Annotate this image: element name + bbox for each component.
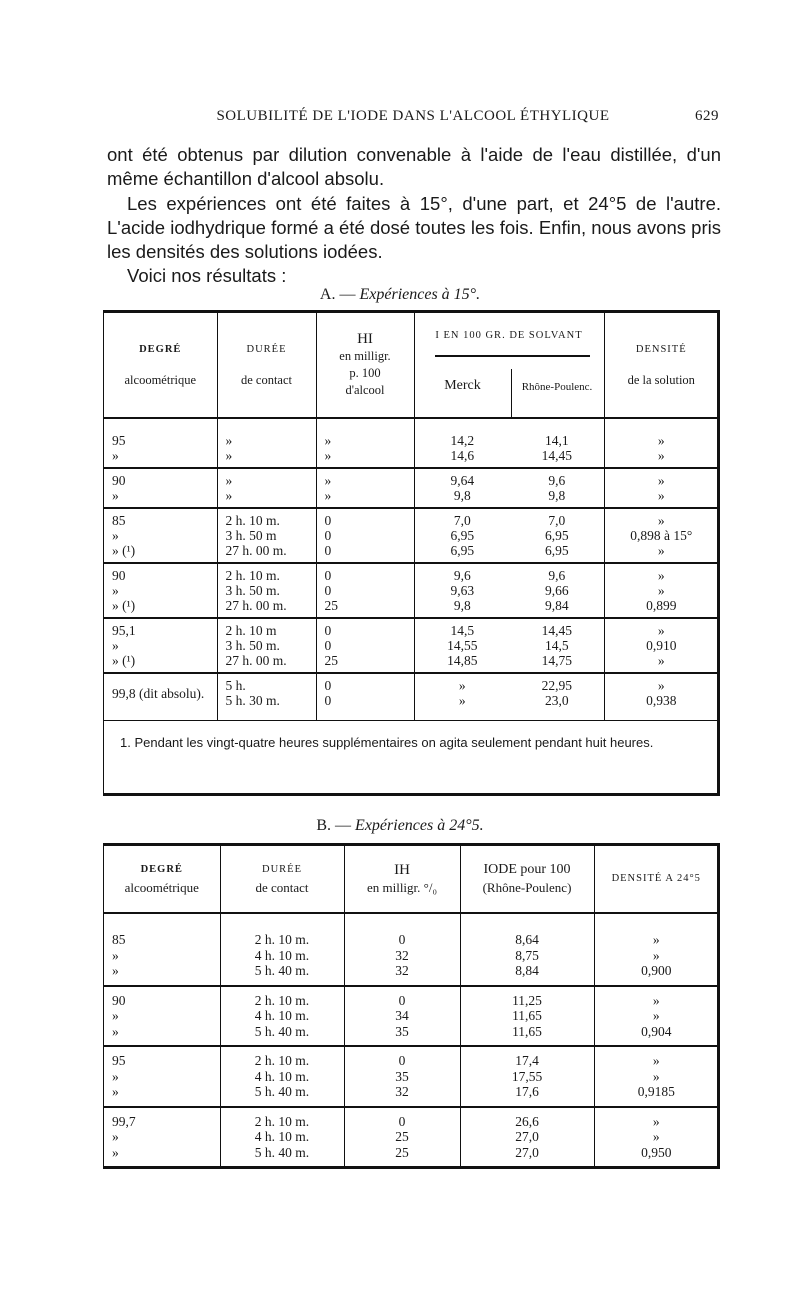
cell-line: 9,6 [453,568,471,583]
cell-iode [460,1107,594,1167]
cell-line: » [657,448,665,463]
cell-line: » [112,1068,119,1084]
cell-line: » [112,963,119,978]
cell-line: 9,6 [548,568,566,583]
cell-line: 90 [112,568,126,583]
cell-line: 6,95 [450,528,475,543]
cell-line: 11,65 [512,1023,542,1039]
cell-line: » [324,488,332,503]
cell-line: 0 [324,693,332,708]
cell-densite [594,1046,718,1107]
cell-degree [104,1107,220,1167]
cell-line: 22,95 [541,678,572,693]
cell-duree [217,418,316,468]
cell-hi [316,468,414,508]
cell-line: 90 [112,992,126,1008]
cell-degree [104,618,217,673]
cell-line: 9,8 [453,598,471,613]
cell-degree [104,418,217,468]
cell-line: 95 [112,433,126,448]
cell-line: 14,85 [447,653,478,668]
cell-line: 6,95 [450,543,475,558]
cell-hi [344,1046,460,1107]
cell-line: 14,75 [541,653,572,668]
cell-line: 14,1 [544,433,569,448]
cell-line: 3 h. 50 m. [225,583,280,598]
cell-densite [604,418,718,468]
cell-duree [217,563,316,618]
cell-merck [415,678,511,708]
header-hi: HI en milligr. p. 100 d'alcool [316,313,414,418]
running-title: SOLUBILITÉ DE L'IODE DANS L'ALCOOL ÉTHYLIQUE [216,108,610,124]
cell-line: 99,8 (dit absolu). [112,685,205,701]
cell-iode [414,673,604,721]
paragraph: Voici nos résultats : [127,265,287,287]
cell-line: 35 [395,1023,409,1039]
cell-hi [344,1107,460,1167]
header-iode: IODE pour 100 (Rhône-Poulenc) [460,846,594,913]
cell-line: 14,2 [450,433,475,448]
cell-densite [604,468,718,508]
header-degre: DEGRÉ alcoométrique [104,313,217,418]
cell-degree [104,468,217,508]
cell-merck [415,473,511,503]
cell-densite [604,563,718,618]
cell-densite [594,986,718,1047]
cell-duree [220,1107,344,1167]
table-b-body [104,913,718,1166]
cell-line: 8,84 [515,963,539,978]
table-a [103,310,720,796]
brace-line [435,355,590,360]
cell-line: 25 [324,653,338,668]
cell-line: 0 [398,992,406,1008]
header-degre: DEGRÉ alcoométrique [104,846,220,913]
cell-line: » (¹) [112,653,136,668]
cell-rhone [510,513,604,558]
cell-line: 2 h. 10 m. [254,1113,310,1129]
cell-line: 0 [398,932,406,947]
cell-line: 85 [112,932,126,947]
cell-line: 0,899 [646,598,677,613]
cell-line: » [112,1144,119,1160]
cell-line: 27 h. 00 m. [225,543,287,558]
table-row [104,1046,718,1107]
cell-line: » [652,947,660,963]
cell-iode [460,913,594,986]
cell-line: » [112,1023,119,1039]
cell-line: » [657,513,665,528]
cell-line: » [324,473,332,488]
cell-line: » [225,473,233,488]
cell-hi [344,913,460,986]
cell-line: 0 [398,1053,406,1068]
cell-hi [316,618,414,673]
cell-line: » [324,448,332,463]
cell-line: 4 h. 10 m. [254,1008,310,1023]
cell-iode [460,986,594,1047]
cell-line: 5 h. 40 m. [254,963,310,978]
cell-line: » [112,528,119,543]
table-row [104,563,718,618]
cell-line: 0,910 [646,638,677,653]
cell-line: 0 [324,528,332,543]
cell-line: 17,55 [511,1068,543,1084]
body-text [107,143,721,289]
cell-line: » [112,1129,119,1144]
header-rhone: Rhône-Poulenc. [521,381,593,393]
header-iode: I EN 100 GR. DE SOLVANT Merck Rhône-Poulenc. [414,313,604,418]
cell-line: 7,0 [548,513,566,528]
cell-line: 27 h. 00 m. [225,598,287,613]
cell-line: 0,9185 [637,1084,675,1099]
cell-line: 5 h. 30 m. [225,693,280,708]
caption-italic: Expériences à 15°. [359,286,481,303]
header-duree: DURÉE de contact [220,846,344,913]
cell-iode [414,618,604,673]
cell-line: » [112,1008,119,1023]
cell-line: 9,8 [453,488,471,503]
cell-line: » (¹) [112,598,136,613]
cell-line: » [657,623,665,638]
cell-duree [217,673,316,721]
cell-line: » [652,1068,660,1084]
cell-line: 25 [324,598,338,613]
cell-line: 11,25 [512,992,542,1008]
cell-line: 0,898 à 15° [630,528,693,543]
cell-line: » [657,433,665,448]
cell-line: 9,63 [450,583,475,598]
cell-line: » [225,433,233,448]
cell-line: » [652,1129,660,1144]
cell-line: 2 h. 10 m. [225,568,280,583]
cell-line: » [657,568,665,583]
cell-densite [594,1107,718,1167]
cell-line: 0,950 [641,1144,672,1160]
cell-iode [414,508,604,563]
cell-rhone [510,678,604,708]
cell-densite [604,673,718,721]
cell-line: 5 h. 40 m. [254,1084,310,1099]
cell-line: 85 [112,513,126,528]
cell-line: » [112,638,119,653]
cell-line: 4 h. 10 m. [254,1129,310,1144]
cell-line: » [652,1053,660,1068]
cell-line: 0 [324,543,332,558]
cell-line: » [112,583,119,598]
cell-line: 0,938 [646,693,677,708]
cell-line: » [225,448,233,463]
cell-line: 32 [395,1084,409,1099]
cell-line: 8,64 [515,932,539,947]
cell-duree [217,468,316,508]
cell-line: 32 [395,963,409,978]
cell-rhone [510,473,604,503]
cell-line: 26,6 [515,1113,539,1129]
cell-line: 0 [324,623,332,638]
cell-line: 90 [112,473,126,488]
cell-line: 9,64 [450,473,475,488]
cell-densite [604,618,718,673]
cell-line: 32 [395,947,409,963]
cell-line: » [112,1084,119,1099]
cell-merck [415,513,511,558]
cell-line: 2 h. 10 m. [254,932,310,947]
cell-line: » [112,448,119,463]
cell-hi [316,418,414,468]
cell-line: 0 [398,1113,406,1129]
header-densite: DENSITÉ de la solution [604,313,718,418]
cell-degree [104,913,220,986]
cell-densite [594,913,718,986]
cell-line: 9,84 [544,598,569,613]
header-merck: Merck [444,378,481,393]
cell-line: » [652,1113,660,1129]
cell-hi [344,986,460,1047]
cell-line: 17,4 [515,1053,539,1068]
cell-line: 27 h. 00 m. [225,653,287,668]
cell-iode [414,468,604,508]
cell-line: » [458,693,466,708]
cell-line: 0 [324,583,332,598]
caption-italic: Expériences à 24°5. [355,817,484,834]
paragraph: ont été obtenus par dilution convenable à l'aide de l'eau distillée, d'un même échantillon d'alcool absolu. [107,144,721,190]
table-row [104,418,718,468]
cell-degree [104,1046,220,1107]
cell-line: 5 h. [225,678,246,693]
cell-line: 6,95 [544,528,569,543]
cell-line: » [657,583,665,598]
cell-line: 0 [324,568,332,583]
cell-line: 5 h. 40 m. [254,1023,310,1039]
cell-line: 0 [324,513,332,528]
cell-line: » [652,932,660,947]
cell-iode [414,563,604,618]
cell-line: » [324,433,332,448]
page-number: 629 [695,108,719,124]
cell-line: 7,0 [453,513,471,528]
cell-merck [415,568,511,613]
cell-rhone [510,433,604,463]
cell-line: 5 h. 40 m. [254,1144,310,1160]
table-a-footnote: 1. Pendant les vingt-quatre heures supplémentaires on agita seulement pendant huit heures. [120,735,654,750]
cell-duree [220,986,344,1047]
cell-line: » [657,653,665,668]
cell-densite [604,508,718,563]
cell-line: 11,65 [512,1008,542,1023]
cell-line: 0 [324,678,332,693]
table-row [104,508,718,563]
cell-line: 0,900 [641,963,672,978]
cell-rhone [510,568,604,613]
cell-line: 14,6 [450,448,475,463]
cell-line: 34 [395,1008,409,1023]
cell-line: » [225,488,233,503]
cell-line: 2 h. 10 m. [254,1053,310,1068]
cell-line: 3 h. 50 m. [225,638,280,653]
cell-line: » [657,678,665,693]
table-row [104,1107,718,1167]
cell-duree [220,913,344,986]
cell-line: 25 [395,1129,409,1144]
cell-line: 4 h. 10 m. [254,947,310,963]
cell-line: » [657,543,665,558]
cell-merck [415,433,511,463]
cell-line: » [112,947,119,963]
table-row [104,986,718,1047]
cell-line: 25 [395,1144,409,1160]
header-densite: DENSITÉ A 24°5 [594,846,718,913]
cell-line: 14,45 [541,623,572,638]
table-row [104,673,718,721]
cell-line: 99,7 [112,1113,136,1129]
cell-line: 4 h. 10 m. [254,1068,310,1084]
cell-line: 23,0 [544,693,569,708]
cell-duree [220,1046,344,1107]
cell-merck [415,623,511,668]
cell-line: 95,1 [112,623,136,638]
table-b [103,843,720,1169]
cell-line: » [652,992,660,1008]
cell-line: 14,45 [541,448,572,463]
cell-degree [104,508,217,563]
cell-line: 3 h. 50 m [225,528,277,543]
running-header [107,108,719,128]
header-duree: DURÉE de contact [217,313,316,418]
cell-iode [460,1046,594,1107]
cell-line: 14,5 [544,638,569,653]
table-a-body [104,418,718,721]
cell-line: 27,0 [515,1144,539,1160]
table-a-footnote-row [104,721,718,761]
cell-line: 0 [324,638,332,653]
cell-line: 2 h. 10 m [225,623,277,638]
table-a-header-row [104,313,718,418]
cell-line: 14,55 [447,638,478,653]
cell-degree [104,673,217,721]
table-row [104,618,718,673]
table-a-grid [104,313,718,760]
cell-line: » [657,488,665,503]
cell-degree [104,986,220,1047]
cell-line: 6,95 [544,543,569,558]
caption-prefix: B. — [316,817,356,834]
cell-duree [217,618,316,673]
table-b-grid [104,846,718,1166]
table-b-header-row [104,846,718,913]
cell-hi [316,563,414,618]
cell-line: » [652,1008,660,1023]
cell-degree [104,563,217,618]
cell-line: 2 h. 10 m. [225,513,280,528]
cell-line: 9,8 [548,488,566,503]
table-row [104,468,718,508]
cell-line: » [112,488,119,503]
cell-iode [414,418,604,468]
cell-hi [316,508,414,563]
cell-line: 35 [395,1068,409,1084]
cell-line: 9,6 [548,473,566,488]
header-hi: IH en milligr. °/₀ [344,846,460,913]
cell-duree [217,508,316,563]
cell-line: » [458,678,466,693]
table-b-caption [0,817,800,835]
cell-line: » [657,473,665,488]
cell-line: » (¹) [112,543,136,558]
cell-line: 8,75 [515,947,539,963]
cell-line: 95 [112,1053,126,1068]
caption-prefix: A. — [319,286,360,303]
cell-line: 17,6 [515,1084,539,1099]
table-a-caption [0,286,800,304]
cell-line: 2 h. 10 m. [254,992,310,1008]
table-row [104,913,718,986]
cell-line: 9,66 [544,583,569,598]
cell-rhone [510,623,604,668]
paragraph: Les expériences ont été faites à 15°, d'une part, et 24°5 de l'autre. L'acide iodhydrique formé a été dosé toutes les fois. Enfin, nous avons pris les densités des solutions iodées. [107,192,721,263]
cell-line: 0,904 [641,1023,672,1039]
cell-line: 27,0 [515,1129,539,1144]
cell-hi [316,673,414,721]
cell-line: 14,5 [450,623,475,638]
